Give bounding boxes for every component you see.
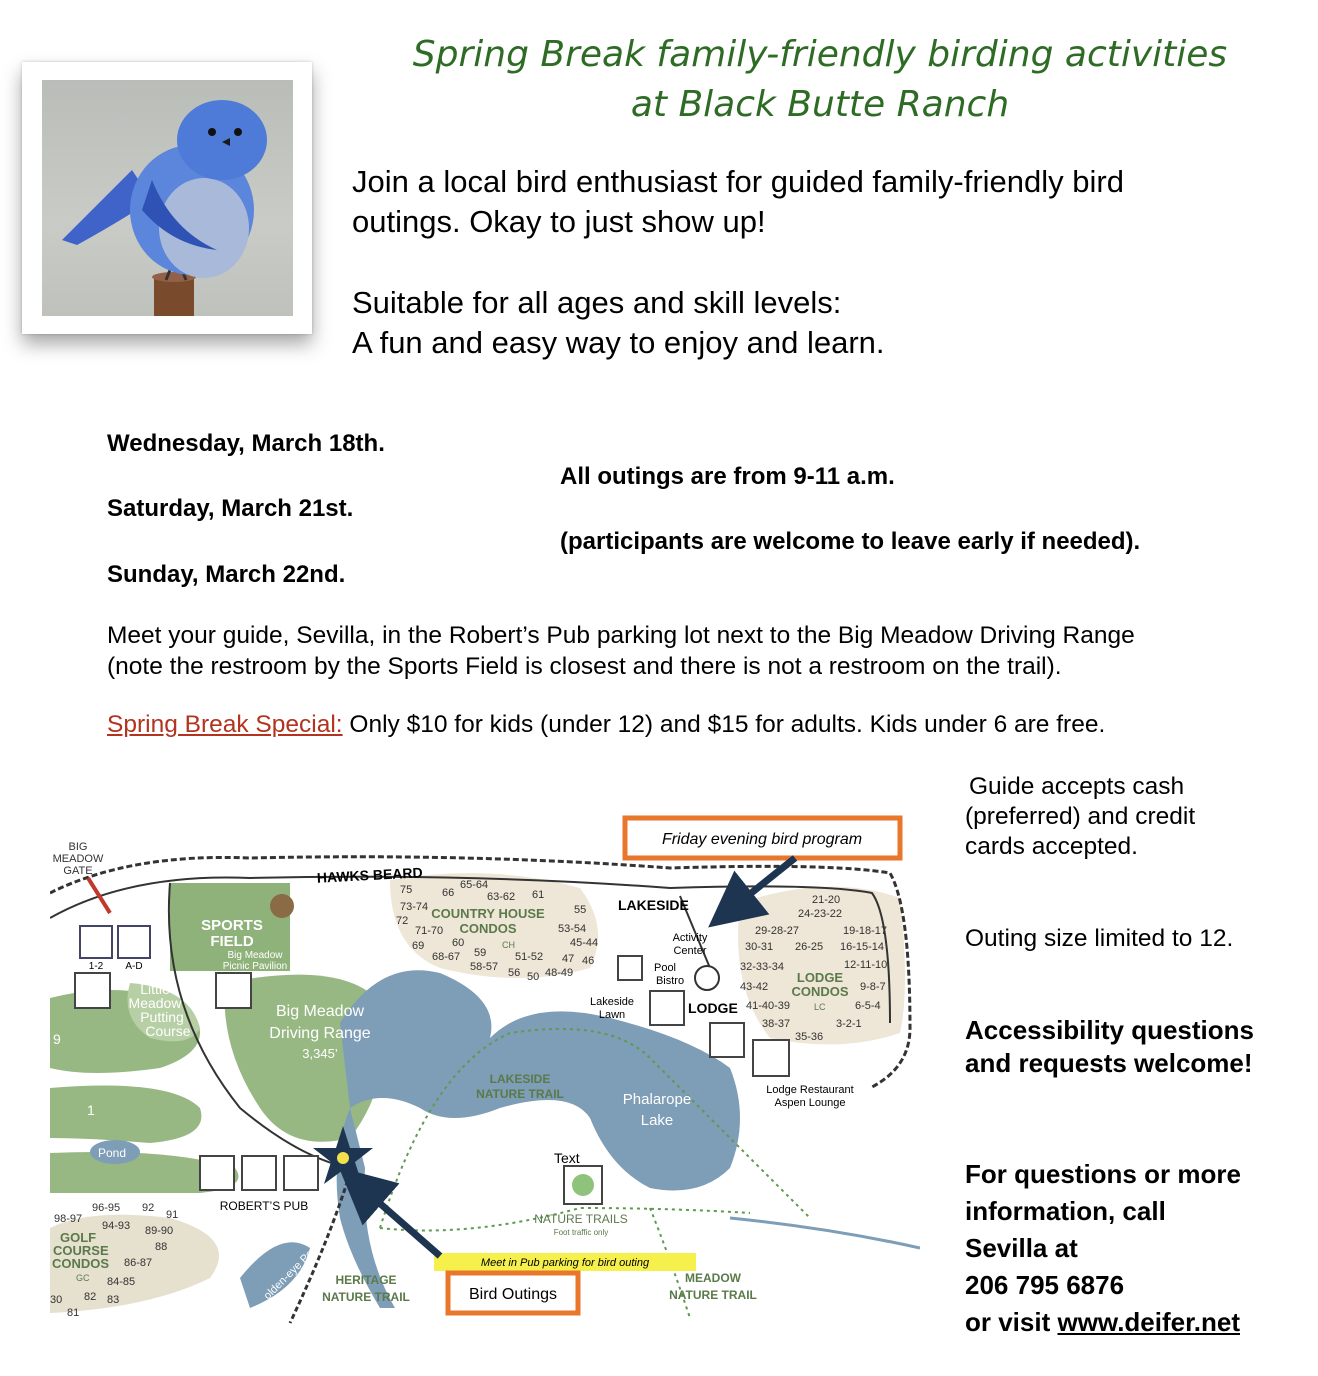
accessibility-note	[965, 1014, 1305, 1080]
cu-21: 48-49	[545, 967, 574, 979]
bluebird-photo	[42, 80, 293, 316]
driving-range-label-1: Big Meadow	[275, 1003, 365, 1020]
lodge-circle	[695, 966, 719, 990]
court-label-2: A-D	[125, 961, 143, 972]
lu-9: 43-42	[740, 981, 769, 993]
payment-line-1: Guide accepts cash	[969, 773, 1185, 800]
special-text: Only $10 for kids (under 12) and $15 for adults. Kids under 6 are free.	[342, 711, 1106, 738]
court-label-1: 1-2	[88, 961, 104, 972]
size-limit: Outing size limited to 12.	[965, 925, 1234, 952]
cocktail-icon	[284, 1156, 318, 1190]
lu-8: 12-11-10	[844, 959, 888, 971]
contact-phone: 206 795 6876	[965, 1270, 1125, 1300]
picnic-label-1: Big Meadow	[227, 950, 283, 961]
lakeside-trail-label-2: NATURE TRAIL	[476, 1087, 564, 1101]
gu-6: 88	[155, 1241, 168, 1253]
title-line-2: at Black Butte Ranch	[630, 84, 1010, 125]
lodge-label: LODGE	[688, 1000, 738, 1016]
meadow-trail-label-2: NATURE TRAIL	[669, 1288, 757, 1302]
garden-icon	[75, 973, 110, 1008]
lodge-condos-label-1: LODGE	[796, 970, 844, 985]
payment-info	[965, 772, 1305, 862]
gate-label-3: GATE	[63, 865, 93, 877]
title-line-1: Spring Break family-friendly birding activities	[412, 34, 1228, 75]
putting-label-3: Putting	[140, 1009, 184, 1025]
intro-suitable	[352, 283, 1292, 363]
cu-2: 65-64	[460, 879, 489, 891]
gu-0: 96-95	[92, 1202, 121, 1214]
friday-program-label: Friday evening bird program	[661, 831, 863, 848]
cu-6: 55	[574, 904, 587, 916]
picnic-label-2: Picnic Pavilion	[222, 961, 288, 972]
activity-center-label-2: Center	[673, 945, 707, 957]
date-wednesday: Wednesday, March 18th.	[107, 430, 385, 457]
lu-2: 29-28-27	[755, 925, 800, 937]
cu-9: 53-54	[558, 923, 587, 935]
basketball-icon	[270, 894, 294, 918]
intro-suitable-line-1: Suitable for all ages and skill levels:	[352, 285, 842, 320]
cu-10: 69	[412, 940, 425, 952]
sports-field-label-1: SPORTS	[201, 917, 263, 934]
special-line	[107, 709, 1297, 740]
contact-line-2: information, call	[965, 1196, 1166, 1226]
lakeside-lawn-label-1: Lakeside	[589, 996, 635, 1008]
lu-0: 21-20	[812, 894, 841, 906]
lu-7: 32-33-34	[740, 961, 785, 973]
lodge-restaurant-label-1: Lodge Restaurant	[766, 1084, 854, 1096]
golf-condos-label-3: CONDOS	[52, 1256, 110, 1271]
bluebird-illustration	[42, 80, 293, 316]
contact-visit-line	[965, 1304, 1305, 1341]
pool-bistro-label-2: Bistro	[655, 975, 685, 987]
roberts-pub-label: ROBERT’S PUB	[219, 1199, 309, 1213]
lodge-cocktail-icon	[710, 1023, 744, 1057]
driving-range-label-2: Driving Range	[269, 1025, 371, 1042]
access-line-2: and requests welcome!	[965, 1048, 1253, 1078]
sports-field-label-2: FIELD	[210, 933, 254, 950]
lu-15: 35-36	[795, 1031, 824, 1043]
special-label[interactable]: Spring Break Special:	[107, 711, 343, 738]
golf-icon	[200, 1156, 234, 1190]
ranch-map	[50, 808, 920, 1330]
contact-line-1: For questions or more	[965, 1159, 1241, 1189]
lodge-restaurant-label-2: Aspen Lounge	[774, 1097, 846, 1109]
lakeside-trail-label-1: LAKESIDE	[489, 1072, 551, 1086]
meet-pub-label: Meet in Pub parking for bird outing	[480, 1257, 650, 1269]
gu-2: 98-97	[54, 1213, 83, 1225]
intro-suitable-line-2: A fun and easy way to enjoy and learn.	[352, 325, 885, 360]
gu-12: 81	[67, 1307, 80, 1319]
hole-9-label: 9	[53, 1031, 61, 1047]
bistro-dining-icon	[650, 991, 684, 1025]
gu-9: 82	[84, 1291, 97, 1303]
meadow-trail-label-1: MEADOW	[685, 1271, 741, 1285]
nature-trails-label: NATURE TRAILS	[534, 1212, 628, 1226]
gu-4: 94-93	[102, 1220, 131, 1232]
bird-outings-label: Bird Outings	[468, 1286, 558, 1303]
pond-label: Pond	[97, 1146, 127, 1160]
country-house-label-1: COUNTRY HOUSE	[431, 906, 545, 921]
payment-line-2: (preferred) and credit	[965, 803, 1196, 830]
text-placeholder-label: Text	[554, 1150, 580, 1166]
gu-10: 83	[107, 1294, 120, 1306]
contact-line-3: Sevilla at	[965, 1233, 1078, 1263]
phalarope-label-2: Lake	[640, 1112, 674, 1129]
golf-condos-label-2: COURSE	[53, 1243, 109, 1258]
cu-8: 71-70	[415, 925, 444, 937]
lodge-condos-label-2: CONDOS	[791, 984, 849, 999]
driving-range-label-3: 3,345’	[302, 1046, 338, 1061]
cu-16: 47	[562, 953, 575, 965]
lu-12: 6-5-4	[855, 1000, 881, 1012]
foot-traffic-label: Foot traffic only	[553, 1228, 609, 1237]
lu-14: 3-2-1	[836, 1018, 862, 1030]
ranch-map-svg	[50, 808, 920, 1330]
lu-1: 24-23-22	[798, 908, 843, 920]
lakeside-label: LAKESIDE	[618, 897, 689, 913]
cu-17: 46	[582, 955, 595, 967]
gu-5: 89-90	[145, 1225, 174, 1237]
cu-13: 68-67	[432, 951, 461, 963]
contact-info	[965, 1156, 1305, 1341]
access-line-1: Accessibility questions	[965, 1015, 1254, 1045]
lu-11: 41-40-39	[746, 1000, 791, 1012]
cu-5: 73-74	[400, 901, 429, 913]
country-house-label-2: CONDOS	[459, 921, 517, 936]
gate-label-1: BIG	[68, 841, 88, 853]
date-saturday: Saturday, March 21st.	[107, 495, 354, 522]
phalarope-label-1: Phalarope	[622, 1091, 692, 1108]
cu-12: 45-44	[570, 937, 599, 949]
cu-4: 61	[532, 889, 545, 901]
pickleball-icon	[118, 926, 150, 958]
lc-label: LC	[814, 1002, 826, 1012]
gu-11: 30	[50, 1294, 63, 1306]
cu-20: 50	[527, 971, 540, 983]
cu-1: 66	[442, 887, 455, 899]
lodge-dining-icon	[753, 1040, 789, 1076]
putting-label-4: Course	[145, 1023, 191, 1039]
gu-3: 91	[166, 1209, 179, 1221]
lakeside-lawn-label-2: Lawn	[598, 1009, 626, 1021]
lu-3: 19-18-17	[843, 925, 888, 937]
lu-10: 9-8-7	[860, 981, 886, 993]
cu-7: 72	[396, 915, 409, 927]
pool-bistro-label-1: Pool	[653, 962, 677, 974]
leaf-icon	[572, 1174, 594, 1196]
dining-icon	[242, 1156, 276, 1190]
hole-1-label: 1	[87, 1102, 95, 1118]
heritage-trail-label-2: NATURE TRAIL	[322, 1290, 410, 1304]
putting-label-2: Meadow	[128, 995, 182, 1011]
cu-19: 56	[508, 967, 521, 979]
restroom-icon	[216, 973, 251, 1008]
meet-paragraph	[107, 620, 1297, 682]
outing-times: All outings are from 9-11 a.m.	[560, 463, 895, 490]
lu-4: 30-31	[745, 941, 774, 953]
meet-line-1: Meet your guide, Sevilla, in the Robert’s Pub parking lot next to the Big Meadow Driving Range	[107, 622, 1135, 649]
gu-1: 92	[142, 1202, 155, 1214]
gate-label-2: MEADOW	[52, 853, 104, 865]
gu-7: 86-87	[124, 1257, 153, 1269]
pool-icon	[618, 956, 642, 980]
golf-condos-label-1: GOLF	[60, 1230, 97, 1245]
meeting-star-center	[337, 1152, 349, 1164]
payment-line-3: cards accepted.	[965, 833, 1138, 860]
cu-3: 63-62	[487, 891, 516, 903]
tennis-icon	[80, 926, 112, 958]
goldeneye-pond-label: olden-eye Pond	[261, 1239, 325, 1303]
ch-label: CH	[502, 940, 515, 950]
intro-join	[352, 162, 1292, 242]
bluebird-photo-frame	[22, 62, 312, 334]
activity-center-label-1: Activity	[672, 932, 708, 944]
lu-6: 16-15-14	[840, 941, 885, 953]
gu-8: 84-85	[107, 1276, 136, 1288]
cu-11: 60	[452, 937, 465, 949]
cu-18: 58-57	[470, 961, 499, 973]
cu-14: 59	[474, 947, 487, 959]
page-title	[330, 30, 1310, 130]
putting-label-1: Little	[140, 981, 170, 997]
contact-visit: or visit	[965, 1307, 1058, 1337]
date-sunday: Sunday, March 22nd.	[107, 561, 346, 588]
heritage-trail-label-1: HERITAGE	[335, 1273, 397, 1287]
gc-label: GC	[76, 1273, 90, 1283]
cu-0: 75	[400, 884, 413, 896]
lu-13: 38-37	[762, 1018, 791, 1030]
intro-join-line-1: Join a local bird enthusiast for guided family-friendly bird	[352, 164, 1124, 199]
meet-line-2: (note the restroom by the Sports Field is closest and there is not a restroom on the trail).	[107, 653, 1062, 680]
cu-15: 51-52	[515, 951, 544, 963]
lodge-condos-label	[791, 970, 848, 999]
lu-5: 26-25	[795, 941, 824, 953]
leave-early-note: (participants are welcome to leave early if needed).	[560, 528, 1141, 555]
intro-join-line-2: outings. Okay to just show up!	[352, 204, 766, 239]
website-link[interactable]: www.deifer.net	[1057, 1307, 1241, 1337]
hawks-beard-label: HAWKS BEARD	[316, 864, 423, 886]
